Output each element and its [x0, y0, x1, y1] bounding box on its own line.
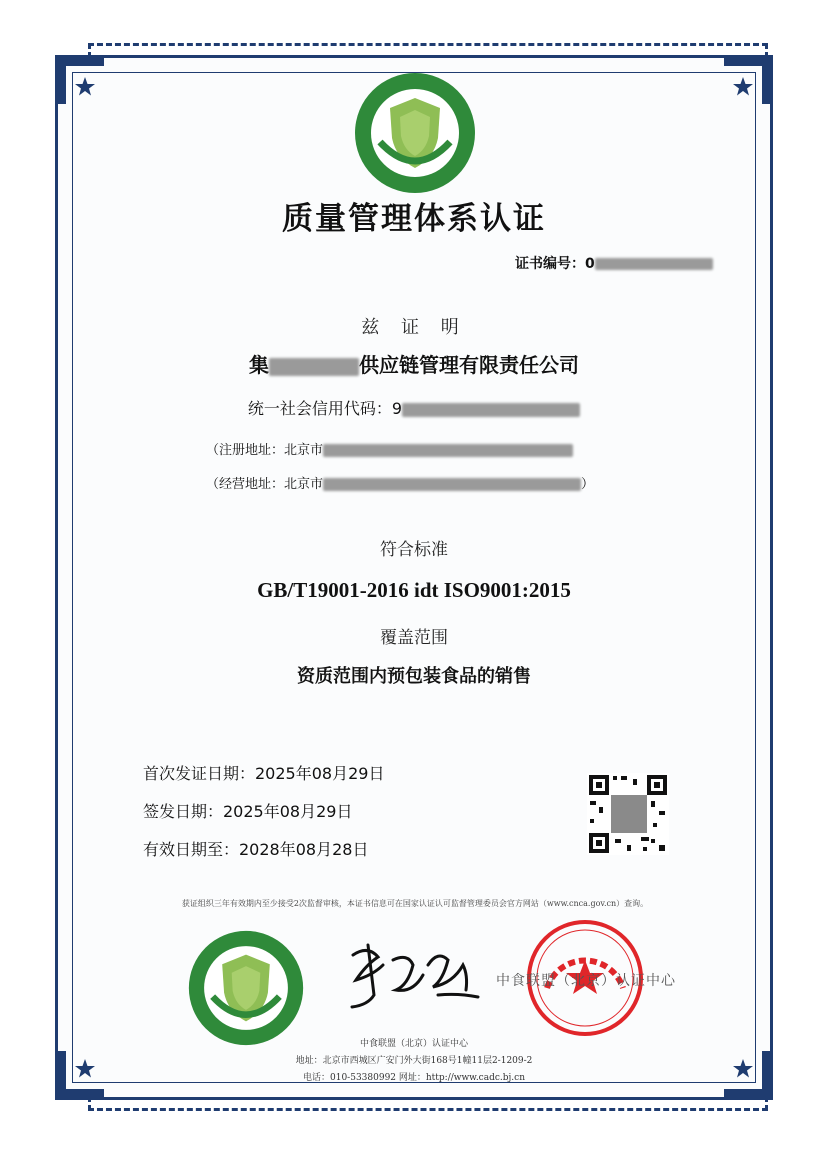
company-name-prefix: 集: [249, 353, 269, 377]
company-name: [0, 349, 828, 378]
issue-date: 签发日期：2025年08月29日: [143, 802, 353, 821]
credit-code: [0, 396, 828, 419]
footer-org: 中食联盟（北京）认证中心: [359, 1039, 468, 1049]
valid-until-date: 有效日期至：2028年08月28日: [143, 840, 369, 859]
footer-address: 地址：北京市西城区广安门外大街168号1幢11层2-1209-2: [295, 1056, 533, 1066]
supervision-note: 获证组织三年有效期内至少接受2次监督审核，本证书信息可在国家认证认可监督管理委员会官方网站（www.cnca.gov.cn）查询。: [181, 899, 649, 908]
scope-label: 覆盖范围: [380, 628, 448, 648]
operating-address: [206, 473, 594, 492]
certificate-title: 质量管理体系认证: [282, 201, 546, 237]
redacted-text: [323, 478, 581, 491]
hereby-certify: 兹 证 明: [361, 317, 467, 338]
credit-code-value: 9: [391, 399, 403, 418]
star-icon: [58, 58, 104, 104]
footer-contact: 电话：010-53380992 网址：http://www.cadc.bj.cn: [303, 1073, 525, 1083]
certificate-number-label: 证书编号：: [515, 256, 585, 272]
redacted-text: [595, 258, 713, 270]
registered-address-label: （注册地址：北京市: [206, 443, 324, 458]
company-name-suffix: 供应链管理有限责任公司: [359, 353, 579, 377]
certificate-number-value: 0: [585, 256, 595, 272]
standard-label: 符合标准: [380, 540, 448, 560]
standard: GB/T19001-2016 idt ISO9001:2015: [257, 578, 571, 602]
issuer-stamp-text: 中食联盟（北京）认证中心: [496, 973, 676, 989]
certificate-number: [515, 253, 713, 273]
operating-address-end: ）: [581, 477, 595, 492]
first-issue-date: 首次发证日期：2025年08月29日: [143, 764, 385, 783]
redacted-text: [269, 358, 359, 376]
operating-address-label: （经营地址：北京市: [206, 477, 324, 492]
redacted-text: [402, 403, 580, 417]
signature: [338, 935, 488, 1015]
redacted-text: [323, 444, 573, 457]
star-icon: [724, 58, 770, 104]
registered-address: [206, 439, 573, 458]
certification-logo: [352, 70, 478, 196]
scope: 资质范围内预包装食品的销售: [297, 666, 531, 687]
certification-logo: [186, 928, 306, 1048]
credit-code-label: 统一社会信用代码：: [247, 399, 392, 418]
qr-code[interactable]: [587, 773, 669, 855]
